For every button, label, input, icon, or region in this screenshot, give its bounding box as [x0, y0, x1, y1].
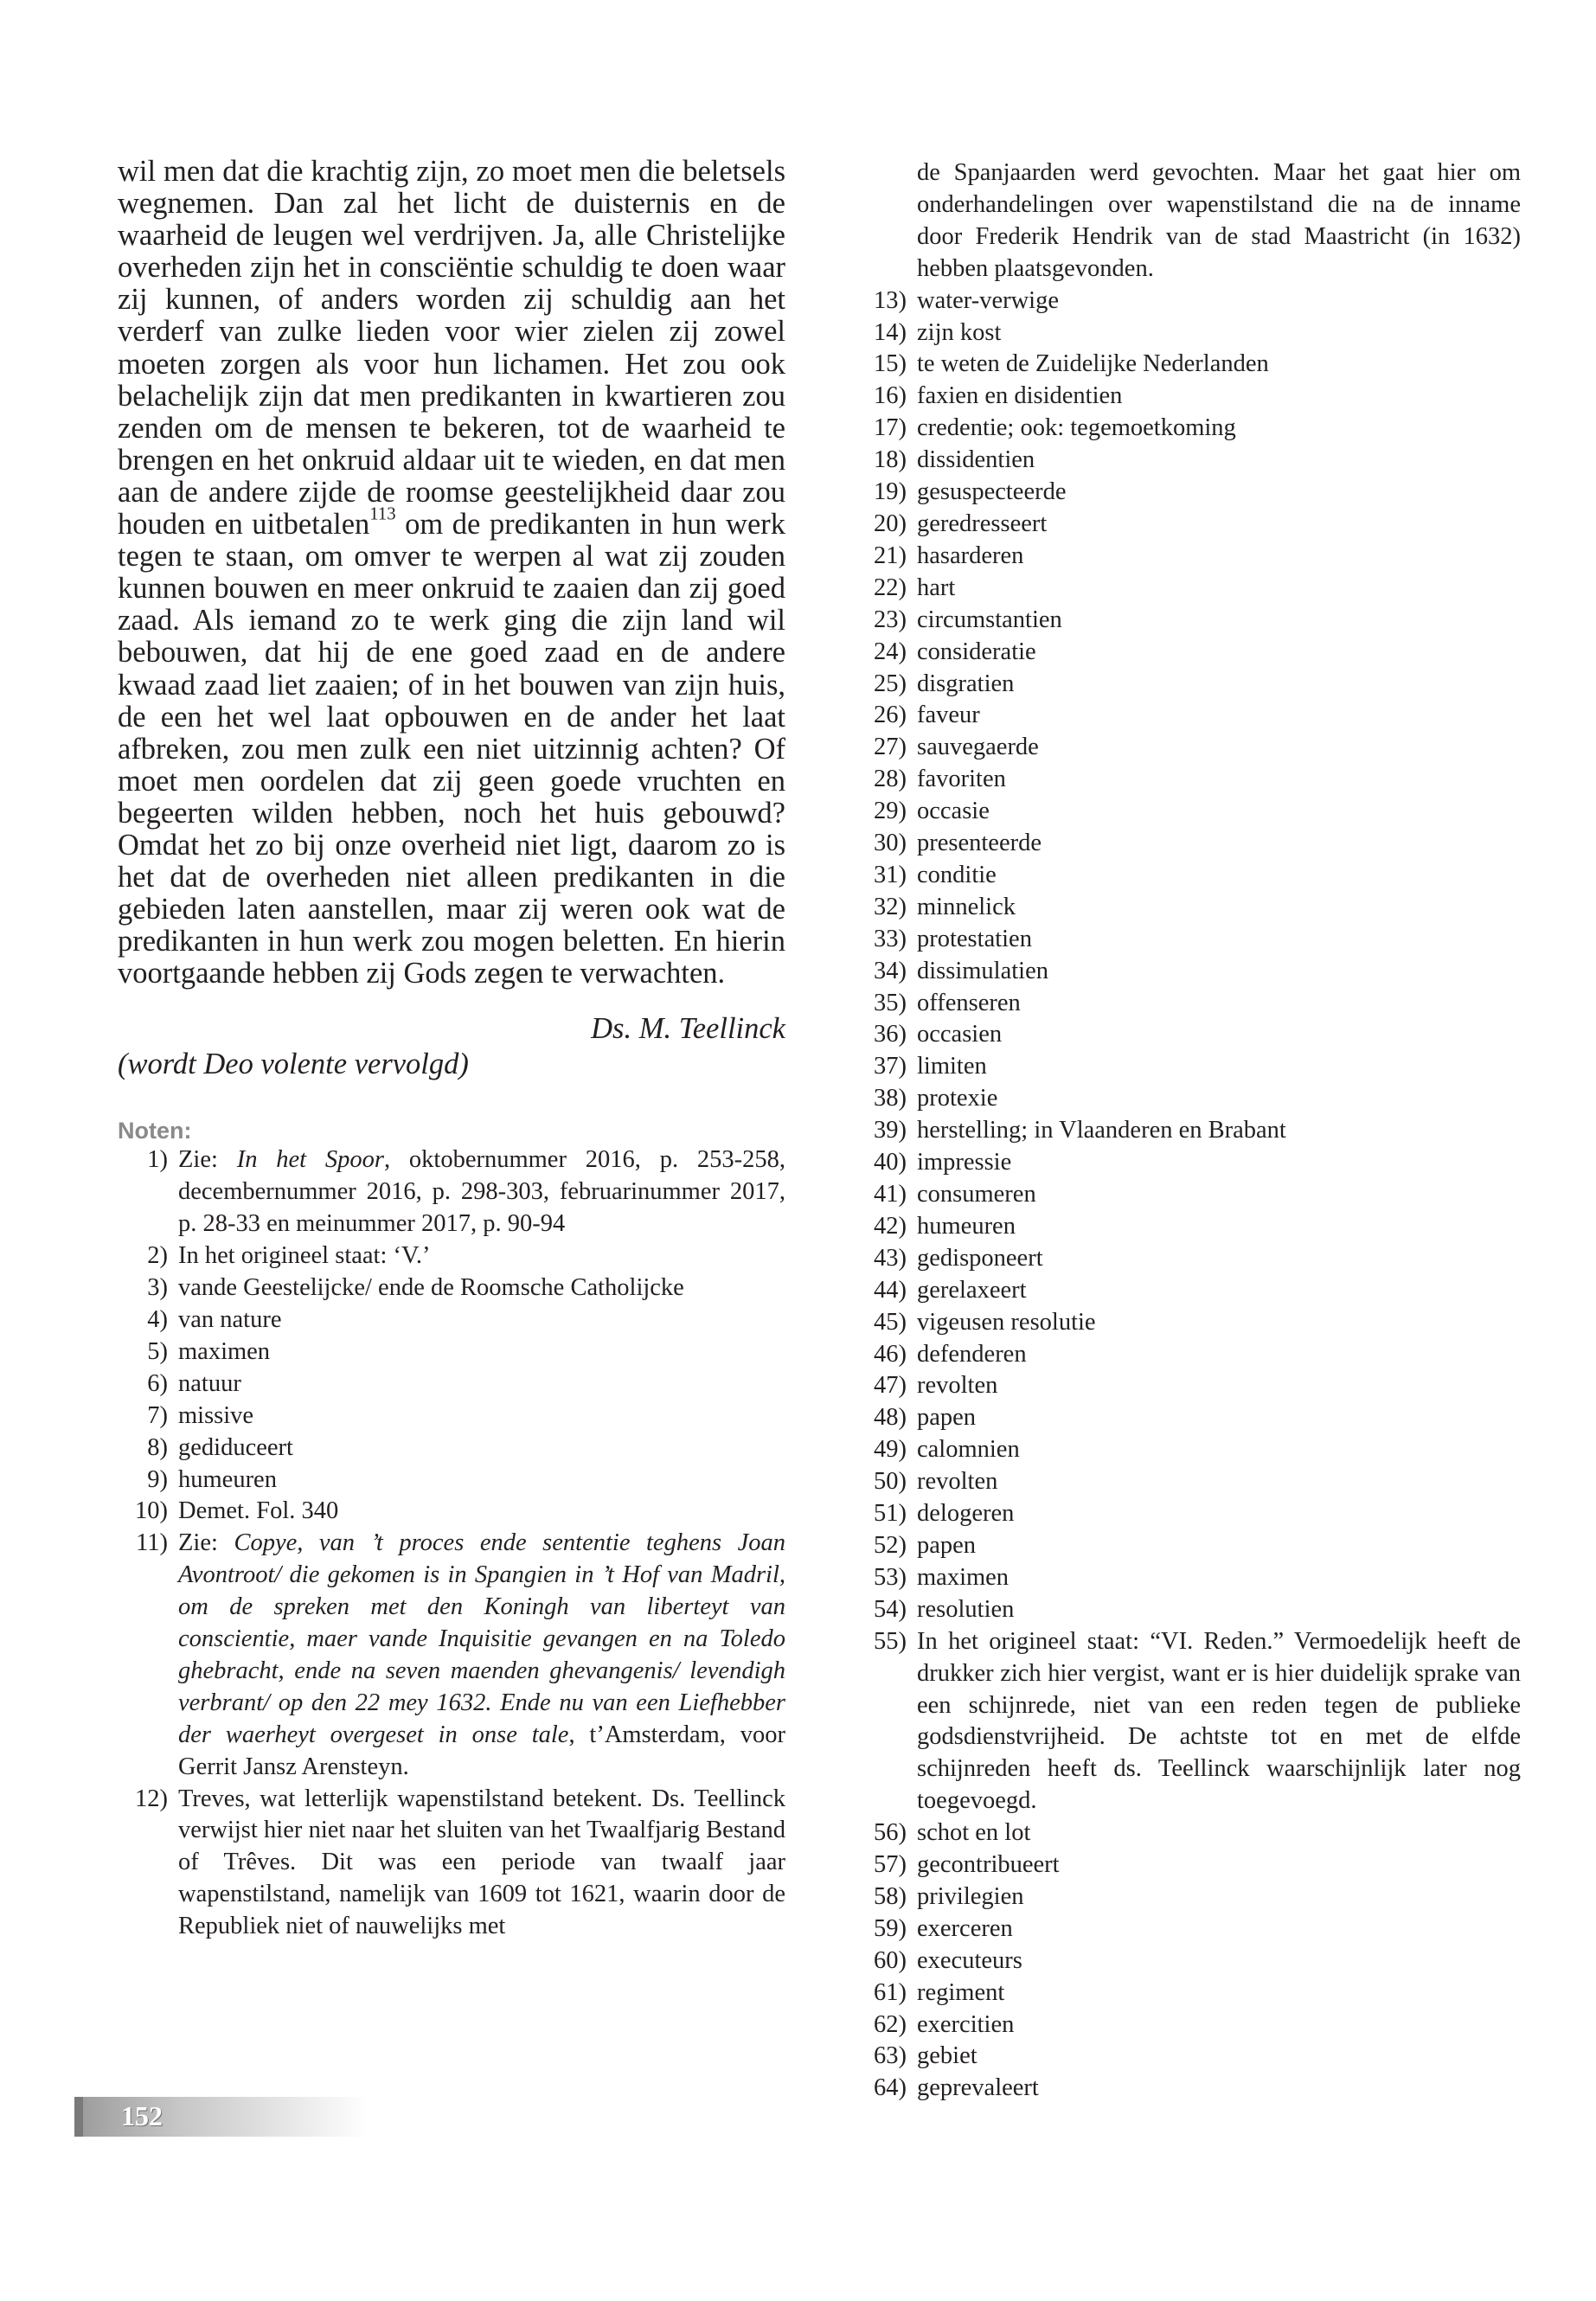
note-item	[856, 956, 1521, 988]
note-item	[856, 605, 1521, 637]
page-number-bar	[74, 2097, 369, 2137]
note-number: 51)	[874, 1500, 907, 1528]
note-text: limiten	[917, 1053, 987, 1080]
note-text: van nature	[178, 1305, 282, 1333]
note-item	[856, 1179, 1521, 1211]
note-number: 9)	[147, 1465, 168, 1493]
note-text: missive	[178, 1401, 254, 1429]
note-text: humeuren	[917, 1212, 1016, 1240]
note-text: gesuspecteerde	[917, 478, 1067, 506]
note-item	[856, 1817, 1521, 1849]
note-item	[856, 381, 1521, 413]
note-number: 32)	[874, 893, 907, 920]
note-text: dissidentien	[917, 446, 1035, 474]
note-item	[118, 1272, 785, 1304]
note-number: 21)	[874, 542, 907, 569]
page-number: 152	[121, 2100, 163, 2131]
note-item	[856, 1849, 1521, 1881]
note-number: 29)	[874, 798, 907, 825]
note-text: conditie	[917, 861, 997, 888]
note-number: 23)	[874, 606, 907, 633]
note-number: 62)	[874, 2010, 907, 2038]
note-text: regiment	[917, 1978, 1005, 2006]
note-number: 47)	[874, 1372, 907, 1400]
note-number: 31)	[874, 861, 907, 888]
note-item	[856, 828, 1521, 860]
note-item	[856, 1626, 1521, 1817]
note-item	[856, 732, 1521, 764]
author-signature: Ds. M. Teellinck	[591, 1012, 785, 1046]
note-text: presenteerde	[917, 830, 1042, 857]
note-number: 17)	[874, 414, 907, 442]
note-item	[856, 1147, 1521, 1179]
note-number: 30)	[874, 830, 907, 857]
note-item	[856, 509, 1521, 541]
note-number: 4)	[147, 1305, 168, 1333]
note-number: 59)	[874, 1914, 907, 1942]
note-item	[856, 796, 1521, 828]
note-number: 49)	[874, 1436, 907, 1464]
note-item	[118, 1433, 785, 1465]
notes-list-left	[118, 1144, 785, 1943]
note-item	[856, 1083, 1521, 1115]
note-text: exerceren	[917, 1914, 1013, 1942]
note-text: schot en lot	[917, 1819, 1031, 1847]
note-item	[856, 1243, 1521, 1275]
note-number: 36)	[874, 1021, 907, 1048]
note-number: 16)	[874, 382, 907, 410]
paragraph-text: wil men dat die krachtig zijn, zo moet men die beletsels wegnemen. Dan zal het licht de duisternis en de waarheid de leugen wel verdrijven. Ja, alle Christelijke overheden zijn het in consciëntie schuldig te doen waar zij kunnen, of anders worden zij schuldig aan het verderf van zulke lieden voor wier zielen zij zowel moeten zorgen als voor hun lichamen. Het zou ook belachelijk zijn dat men predikanten in kwartieren zou zenden om de mensen te bekeren, tot de waarheid te brengen en het onkruid aldaar uit te wieden, en dat men aan de andere zijde de roomse geestelijkheid daar zou houden en uitbetalen	[118, 155, 785, 542]
note-number: 15)	[874, 350, 907, 378]
note-item	[856, 2009, 1521, 2041]
note-item	[856, 1594, 1521, 1626]
note-text: Demet. Fol. 340	[178, 1497, 339, 1525]
left-column	[118, 156, 785, 1943]
footnote-reference[interactable]: 113	[369, 504, 396, 524]
note-text: geredresseert	[917, 510, 1048, 537]
note-number: 53)	[874, 1563, 907, 1591]
note-item	[856, 1945, 1521, 1977]
note-number: 3)	[147, 1274, 168, 1302]
note-number: 40)	[874, 1149, 907, 1176]
note-number: 25)	[874, 670, 907, 697]
note-item	[118, 1304, 785, 1336]
note-text: papen	[917, 1404, 977, 1432]
note-item	[118, 1336, 785, 1368]
note-text: delogeren	[917, 1500, 1015, 1528]
note-text: humeuren	[178, 1465, 277, 1493]
note-item	[856, 1977, 1521, 2009]
note-item	[118, 1368, 785, 1400]
note-text: faveur	[917, 702, 980, 729]
note-number: 45)	[874, 1308, 907, 1336]
note-number: 14)	[874, 318, 907, 346]
note-number: 24)	[874, 638, 907, 665]
note-text: defenderen	[917, 1340, 1027, 1368]
note-text: gecontribueert	[917, 1851, 1060, 1879]
note-text: vigeusen resolutie	[917, 1308, 1096, 1336]
note-item	[856, 860, 1521, 892]
note-item	[118, 1784, 785, 1944]
note-text: exercitien	[917, 2010, 1015, 2038]
note-item	[856, 637, 1521, 669]
note-item	[856, 477, 1521, 509]
note-item	[856, 1881, 1521, 1913]
note-number: 11)	[136, 1529, 168, 1557]
note-number: 37)	[874, 1053, 907, 1080]
note-text: water-verwige	[917, 286, 1060, 314]
note-item	[856, 445, 1521, 477]
note-number: 35)	[874, 989, 907, 1016]
note-item	[856, 1530, 1521, 1562]
note-number: 33)	[874, 925, 907, 952]
note-number: 38)	[874, 1085, 907, 1112]
note-item	[856, 1370, 1521, 1402]
note-item	[856, 924, 1521, 956]
notes-heading: Noten:	[118, 1118, 192, 1144]
note-item	[856, 1562, 1521, 1594]
note-number: 57)	[874, 1851, 907, 1879]
note-text: gerelaxeert	[917, 1276, 1027, 1304]
note-text: maximen	[917, 1563, 1010, 1591]
note-number: 48)	[874, 1404, 907, 1432]
note-text: In het origineel staat: “VI. Reden.” Vermoedelijk heeft de drukker zich hier vergist, want er is hier duidelijk sprake van een schijnrede, niet van een reden tegen de publieke godsdienstvrijheid. De achtste tot en met de elfde schijnreden heeft ds. Teellinck waarschijnlijk later nog toegevoegd.	[917, 1627, 1521, 1815]
note-item	[856, 285, 1521, 317]
note-item	[856, 1275, 1521, 1307]
note-text: Zie: Copye, van ’t proces ende sententie teghens Joan Avontroot/ die gekomen is in Spangien in ’t Hof van Madril, om de spreken met den Koningh van liberteyt van conscientie, maer vande Inquisitie gevangen en na Toledo ghebracht, ende na seven maenden ghevangenis/ levendigh verbrant/ op den 22 mey 1632. Ende nu van een Liefhebber der waerheyt overgeset in onse tale, t’Amsterdam, voor Gerrit Jansz Arensteyn.	[178, 1529, 785, 1780]
note-item	[856, 988, 1521, 1020]
note-text: maximen	[178, 1337, 271, 1365]
note-text: impressie	[917, 1149, 1012, 1176]
note-text: dissimulatien	[917, 957, 1048, 984]
note-item	[856, 764, 1521, 796]
note-number: 46)	[874, 1340, 907, 1368]
note-number: 19)	[874, 478, 907, 506]
note-text: Treves, wat letterlijk wapenstilstand betekent. Ds. Teellinck verwijst hier niet naar het sluiten van het Twaalfjarig Bestand of Trêves. Dit was een periode van twaalf jaar wapenstilstand, namelijk van 1609 tot 1621, waarin door de Republiek niet of nauwelijks met	[178, 1785, 785, 1940]
note-number: 54)	[874, 1595, 907, 1623]
note-text: privilegien	[917, 1882, 1024, 1910]
note-number: 6)	[147, 1369, 168, 1397]
note-number: 28)	[874, 766, 907, 793]
note-number: 13)	[874, 286, 907, 314]
note-item	[856, 1115, 1521, 1147]
note-number: 20)	[874, 510, 907, 537]
note-number: 41)	[874, 1181, 907, 1208]
note-number: 27)	[874, 734, 907, 761]
note-item	[856, 2073, 1521, 2105]
note-text: occasien	[917, 1021, 1003, 1048]
note-text: faxien en disidentien	[917, 382, 1123, 410]
note-number: 43)	[874, 1244, 907, 1272]
note-number: 50)	[874, 1468, 907, 1496]
note-number: 63)	[874, 2042, 907, 2070]
note-item	[118, 1528, 785, 1783]
note-text: occasie	[917, 798, 990, 825]
note-text: te weten de Zuidelijke Nederlanden	[917, 350, 1269, 378]
note-number: 42)	[874, 1212, 907, 1240]
note-item	[856, 669, 1521, 701]
note-text: natuur	[178, 1369, 241, 1397]
note-text: papen	[917, 1531, 977, 1559]
note-number: 52)	[874, 1531, 907, 1559]
note-number: 10)	[135, 1497, 168, 1525]
note-item	[856, 892, 1521, 924]
note-text: revolten	[917, 1372, 998, 1400]
note-item	[118, 1144, 785, 1240]
note-number: 18)	[874, 446, 907, 474]
note-number: 34)	[874, 957, 907, 984]
note-number: 44)	[874, 1276, 907, 1304]
note-text: disgratien	[917, 670, 1015, 697]
note-text: vande Geestelijcke/ ende de Roomsche Catholijcke	[178, 1274, 684, 1302]
note-number: 56)	[874, 1819, 907, 1847]
note-item	[856, 1402, 1521, 1434]
note-item	[856, 1019, 1521, 1051]
note-number: 22)	[874, 574, 907, 601]
note-text: herstelling; in Vlaanderen en Brabant	[917, 1117, 1286, 1144]
note-number: 5)	[147, 1337, 168, 1365]
note-number: 61)	[874, 1978, 907, 2006]
page-number-bar-edge	[74, 2097, 83, 2137]
note-text: protexie	[917, 1085, 998, 1112]
note-text: consumeren	[917, 1181, 1036, 1208]
note-item	[856, 1051, 1521, 1083]
right-column	[856, 157, 1521, 2105]
note-number: 58)	[874, 1882, 907, 1910]
note-text: gedisponeert	[917, 1244, 1043, 1272]
note-text: protestatien	[917, 925, 1032, 952]
note-text: offenseren	[917, 989, 1021, 1016]
note-12-continuation: de Spanjaarden werd gevochten. Maar het gaat hier om onderhandelingen over wapenstilstand die na de inname door Frederik Hendrik van de stad Maastricht (in 1632) hebben plaatsgevonden.	[917, 159, 1521, 282]
note-text: gebiet	[917, 2042, 977, 2070]
note-text: minnelick	[917, 893, 1016, 920]
note-text: hasarderen	[917, 542, 1024, 569]
note-number: 60)	[874, 1946, 907, 1974]
note-item	[856, 1913, 1521, 1945]
note-item	[856, 317, 1521, 349]
note-item	[856, 1498, 1521, 1530]
note-item	[856, 2041, 1521, 2073]
continued-notice: (wordt Deo volente vervolgd)	[118, 1048, 469, 1081]
paragraph-text-continued: om de predikanten in hun werk tegen te staan, om omver te werpen al wat zij zouden kunnen bouwen en meer onkruid te zaaien dan zij goed zaad. Als iemand zo te werk ging die zijn land wil bebouwen, dat hij de ene goed zaad en de andere kwaad zaad liet zaaien; of in het bouwen van zijn huis, de een het wel laat opbouwen en de ander het laat afbreken, zou men zulk een niet uitzinnig achten? Of moet men oordelen dat zij geen goede vruchten en begeerten wilden hebben, noch het huis gebouwd? Omdat het zo bij onze overheid niet ligt, daarom zo is het dat de overheden niet alleen predikanten in die gebieden laten aanstellen, maar zij weren ook wat de predikanten in hun werk zou mogen beletten. En hierin voortgaande hebben zij Gods zegen te verwachten.	[118, 508, 786, 990]
note-item	[118, 1400, 785, 1433]
note-item	[118, 1240, 785, 1272]
note-text: circumstantien	[917, 606, 1062, 633]
note-item	[856, 1339, 1521, 1371]
note-item	[856, 413, 1521, 445]
note-text: executeurs	[917, 1946, 1022, 1974]
note-text: In het origineel staat: ‘V.’	[178, 1242, 431, 1270]
note-item	[118, 1465, 785, 1497]
note-item	[118, 1496, 785, 1528]
note-item	[856, 541, 1521, 573]
note-number: 1)	[147, 1146, 168, 1174]
note-number: 12)	[135, 1785, 168, 1812]
note-number: 7)	[147, 1401, 168, 1429]
note-text: resolutien	[917, 1595, 1015, 1623]
note-text: favoriten	[917, 766, 1006, 793]
note-text: calomnien	[917, 1436, 1020, 1464]
note-item	[856, 349, 1521, 381]
note-item	[856, 573, 1521, 605]
note-item	[856, 1307, 1521, 1339]
note-text: zijn kost	[917, 318, 1002, 346]
note-text: revolten	[917, 1468, 998, 1496]
note-item	[856, 1466, 1521, 1498]
note-number: 2)	[147, 1242, 168, 1270]
note-item	[856, 1434, 1521, 1466]
note-text: Zie: In het Spoor, oktobernummer 2016, p. 253-258, decembernummer 2016, p. 298-303, februarinummer 2017, p. 28-33 en meinummer 2017, p. 90-94	[178, 1146, 785, 1238]
note-text: geprevaleert	[917, 2074, 1039, 2102]
note-text: hart	[917, 574, 956, 601]
note-number: 26)	[874, 702, 907, 729]
note-number: 64)	[874, 2074, 907, 2102]
note-item	[856, 1211, 1521, 1243]
note-text: credentie; ook: tegemoetkoming	[917, 414, 1236, 442]
note-number: 39)	[874, 1117, 907, 1144]
note-text: gediduceert	[178, 1433, 293, 1461]
note-text: sauvegaerde	[917, 734, 1039, 761]
note-number: 55)	[874, 1627, 907, 1655]
note-item	[856, 700, 1521, 732]
note-text: consideratie	[917, 638, 1036, 665]
main-paragraph	[118, 156, 785, 990]
notes-list-right	[856, 285, 1521, 2106]
note-number: 8)	[147, 1433, 168, 1461]
